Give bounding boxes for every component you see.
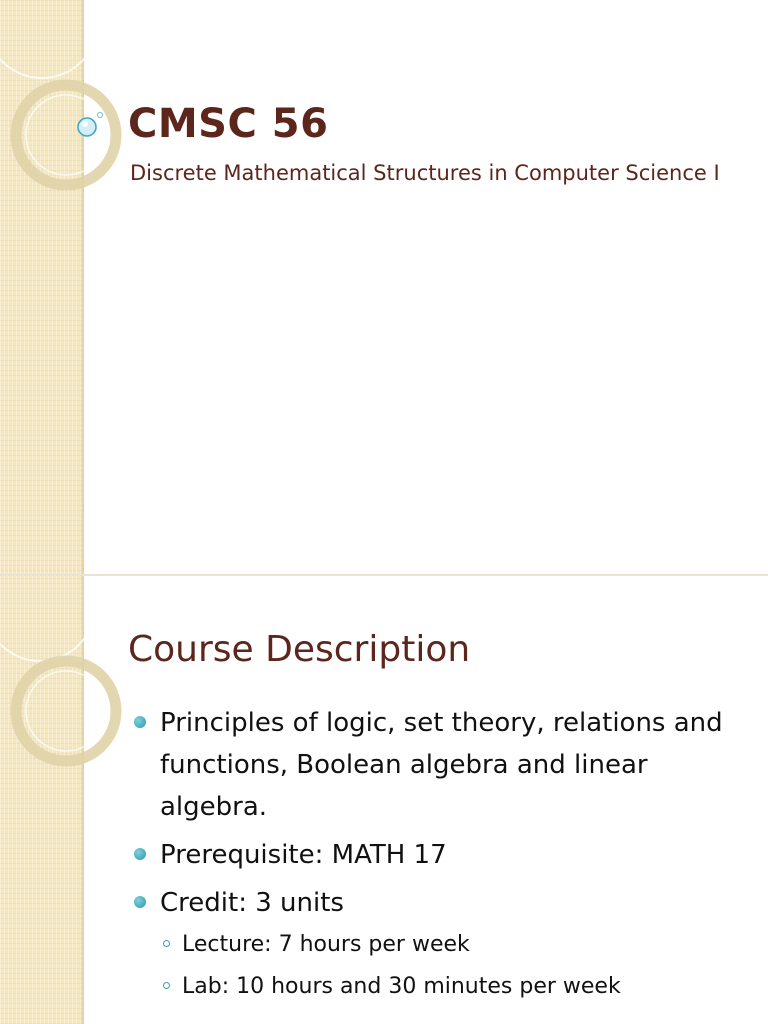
filled-circle-icon	[134, 716, 146, 728]
sub-bullet-list	[160, 924, 732, 1008]
bullet-text: Principles of logic, set theory, relations and functions, Boolean algebra and linear algebra.	[160, 708, 723, 822]
bullet-list	[132, 702, 732, 1014]
sub-bullet-text: Lecture: 7 hours per week	[182, 932, 470, 957]
bullet-text: Prerequisite: MATH 17	[160, 840, 447, 870]
concentric-circles-decoration	[0, 0, 140, 240]
slide-title: CMSC 56	[128, 101, 329, 147]
bubble-icon	[78, 118, 96, 136]
ring-icon	[163, 982, 170, 989]
sub-bullet-item	[160, 924, 732, 966]
content-slide	[0, 576, 768, 1024]
concentric-circles-decoration	[0, 576, 140, 796]
sub-bullet-text: Lab: 10 hours and 30 minutes per week	[182, 974, 621, 999]
filled-circle-icon	[134, 848, 146, 860]
bullet-item	[132, 882, 732, 1008]
bullet-text: Credit: 3 units	[160, 888, 344, 918]
ring-icon	[163, 940, 170, 947]
bullet-item	[132, 702, 732, 828]
slide-subtitle: Discrete Mathematical Structures in Computer Science I	[130, 161, 720, 185]
sub-bullet-item	[160, 966, 732, 1008]
bullet-item	[132, 834, 732, 876]
slide-title: Course Description	[128, 629, 471, 670]
filled-circle-icon	[134, 896, 146, 908]
